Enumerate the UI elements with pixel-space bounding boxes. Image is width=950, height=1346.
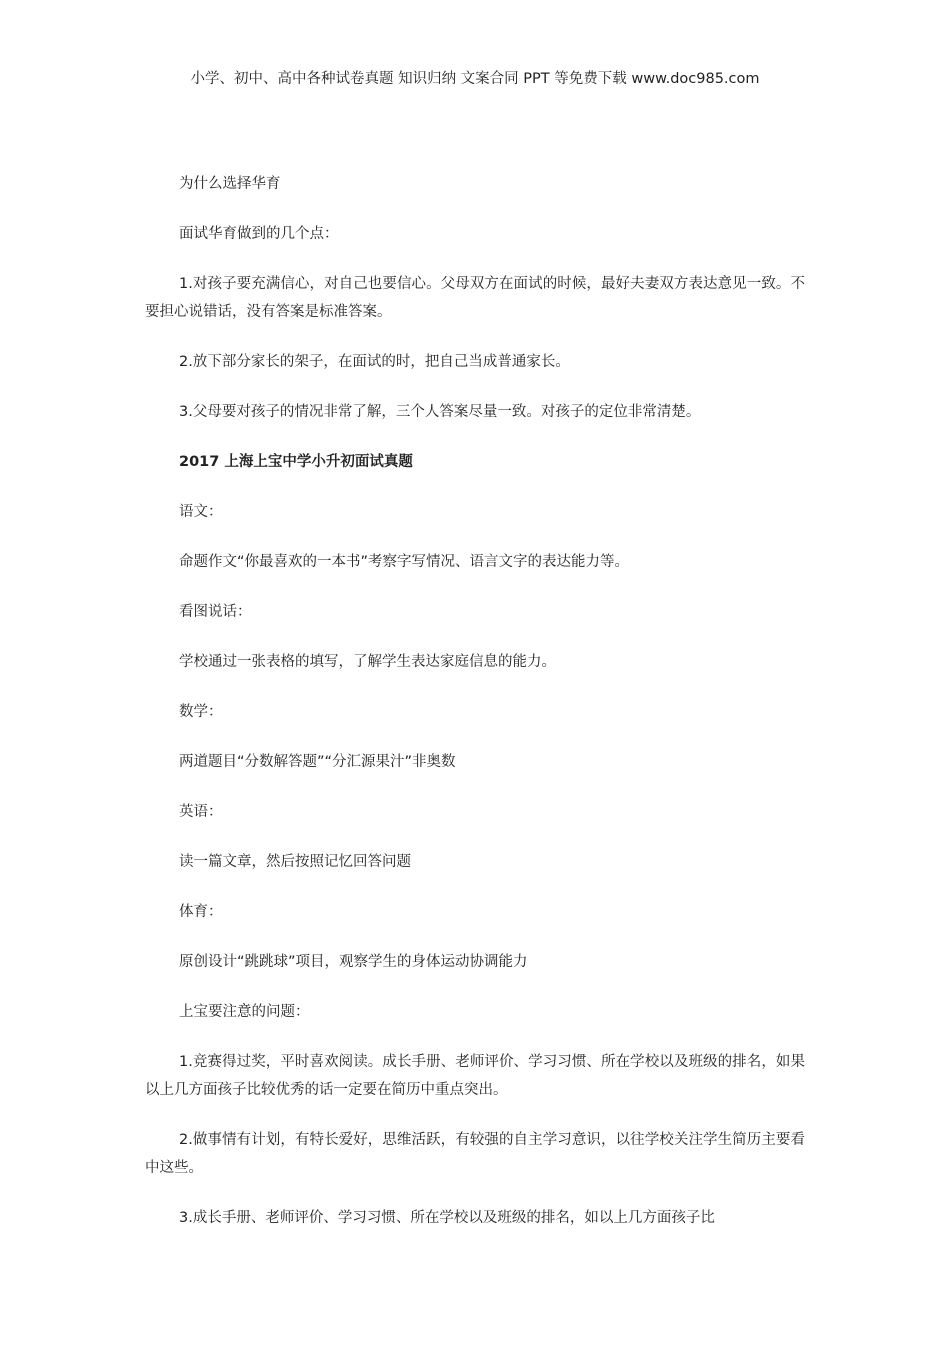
subject-picture-talk: 看图说话： [179,604,252,620]
subject-pe: 体育： [179,904,223,920]
paragraph-pe-project: 原创设计“跳跳球”项目，观察学生的身体运动协调能力 [179,954,528,970]
paragraph-english-reading: 读一篇文章，然后按照记忆回答问题 [179,854,411,870]
subject-math: 数学： [179,704,223,720]
list-item-point-1: 1.对孩子要充满信心，对自己也要信心。父母双方在面试的时候，最好夫妻双方表达意见一致。不要担心说错话，没有答案是标准答案。 [145,276,805,320]
heading-shangbao-notes: 上宝要注意的问题： [179,1004,310,1020]
list-item-note-2: 2.做事情有计划，有特长爱好，思维活跃，有较强的自主学习意识，以往学校关注学生简历主要看中这些。 [145,1132,805,1176]
paragraph-interview-points: 面试华育做到的几个点： [179,226,339,242]
list-item-point-3: 3.父母要对孩子的情况非常了解，三个人答案尽量一致。对孩子的定位非常清楚。 [179,404,701,420]
section-title-why-huayu: 为什么选择华育 [179,176,281,192]
page-header: 小学、初中、高中各种试卷真题 知识归纳 文案合同 PPT 等免费下载 www.doc985.com [190,71,760,87]
subject-chinese: 语文： [179,504,223,520]
paragraph-essay: 命题作文“你最喜欢的一本书”考察字写情况、语言文字的表达能力等。 [179,554,630,570]
list-item-point-2: 2.放下部分家长的架子，在面试的时，把自己当成普通家长。 [179,354,570,370]
paragraph-math-questions: 两道题目“分数解答题”“分汇源果汁”非奥数 [179,754,456,770]
list-item-note-3: 3.成长手册、老师评价、学习习惯、所在学校以及班级的排名，如以上几方面孩子比 [179,1210,715,1226]
paragraph-form-filling: 学校通过一张表格的填写，了解学生表达家庭信息的能力。 [179,654,556,670]
document-body [145,170,805,1254]
list-item-note-1: 1.竞赛得过奖，平时喜欢阅读。成长手册、老师评价、学习习惯、所在学校以及班级的排名，如果以上几方面孩子比较优秀的话一定要在简历中重点突出。 [145,1054,805,1098]
heading-shangbao-2017: 2017 上海上宝中学小升初面试真题 [179,454,413,470]
subject-english: 英语： [179,804,223,820]
